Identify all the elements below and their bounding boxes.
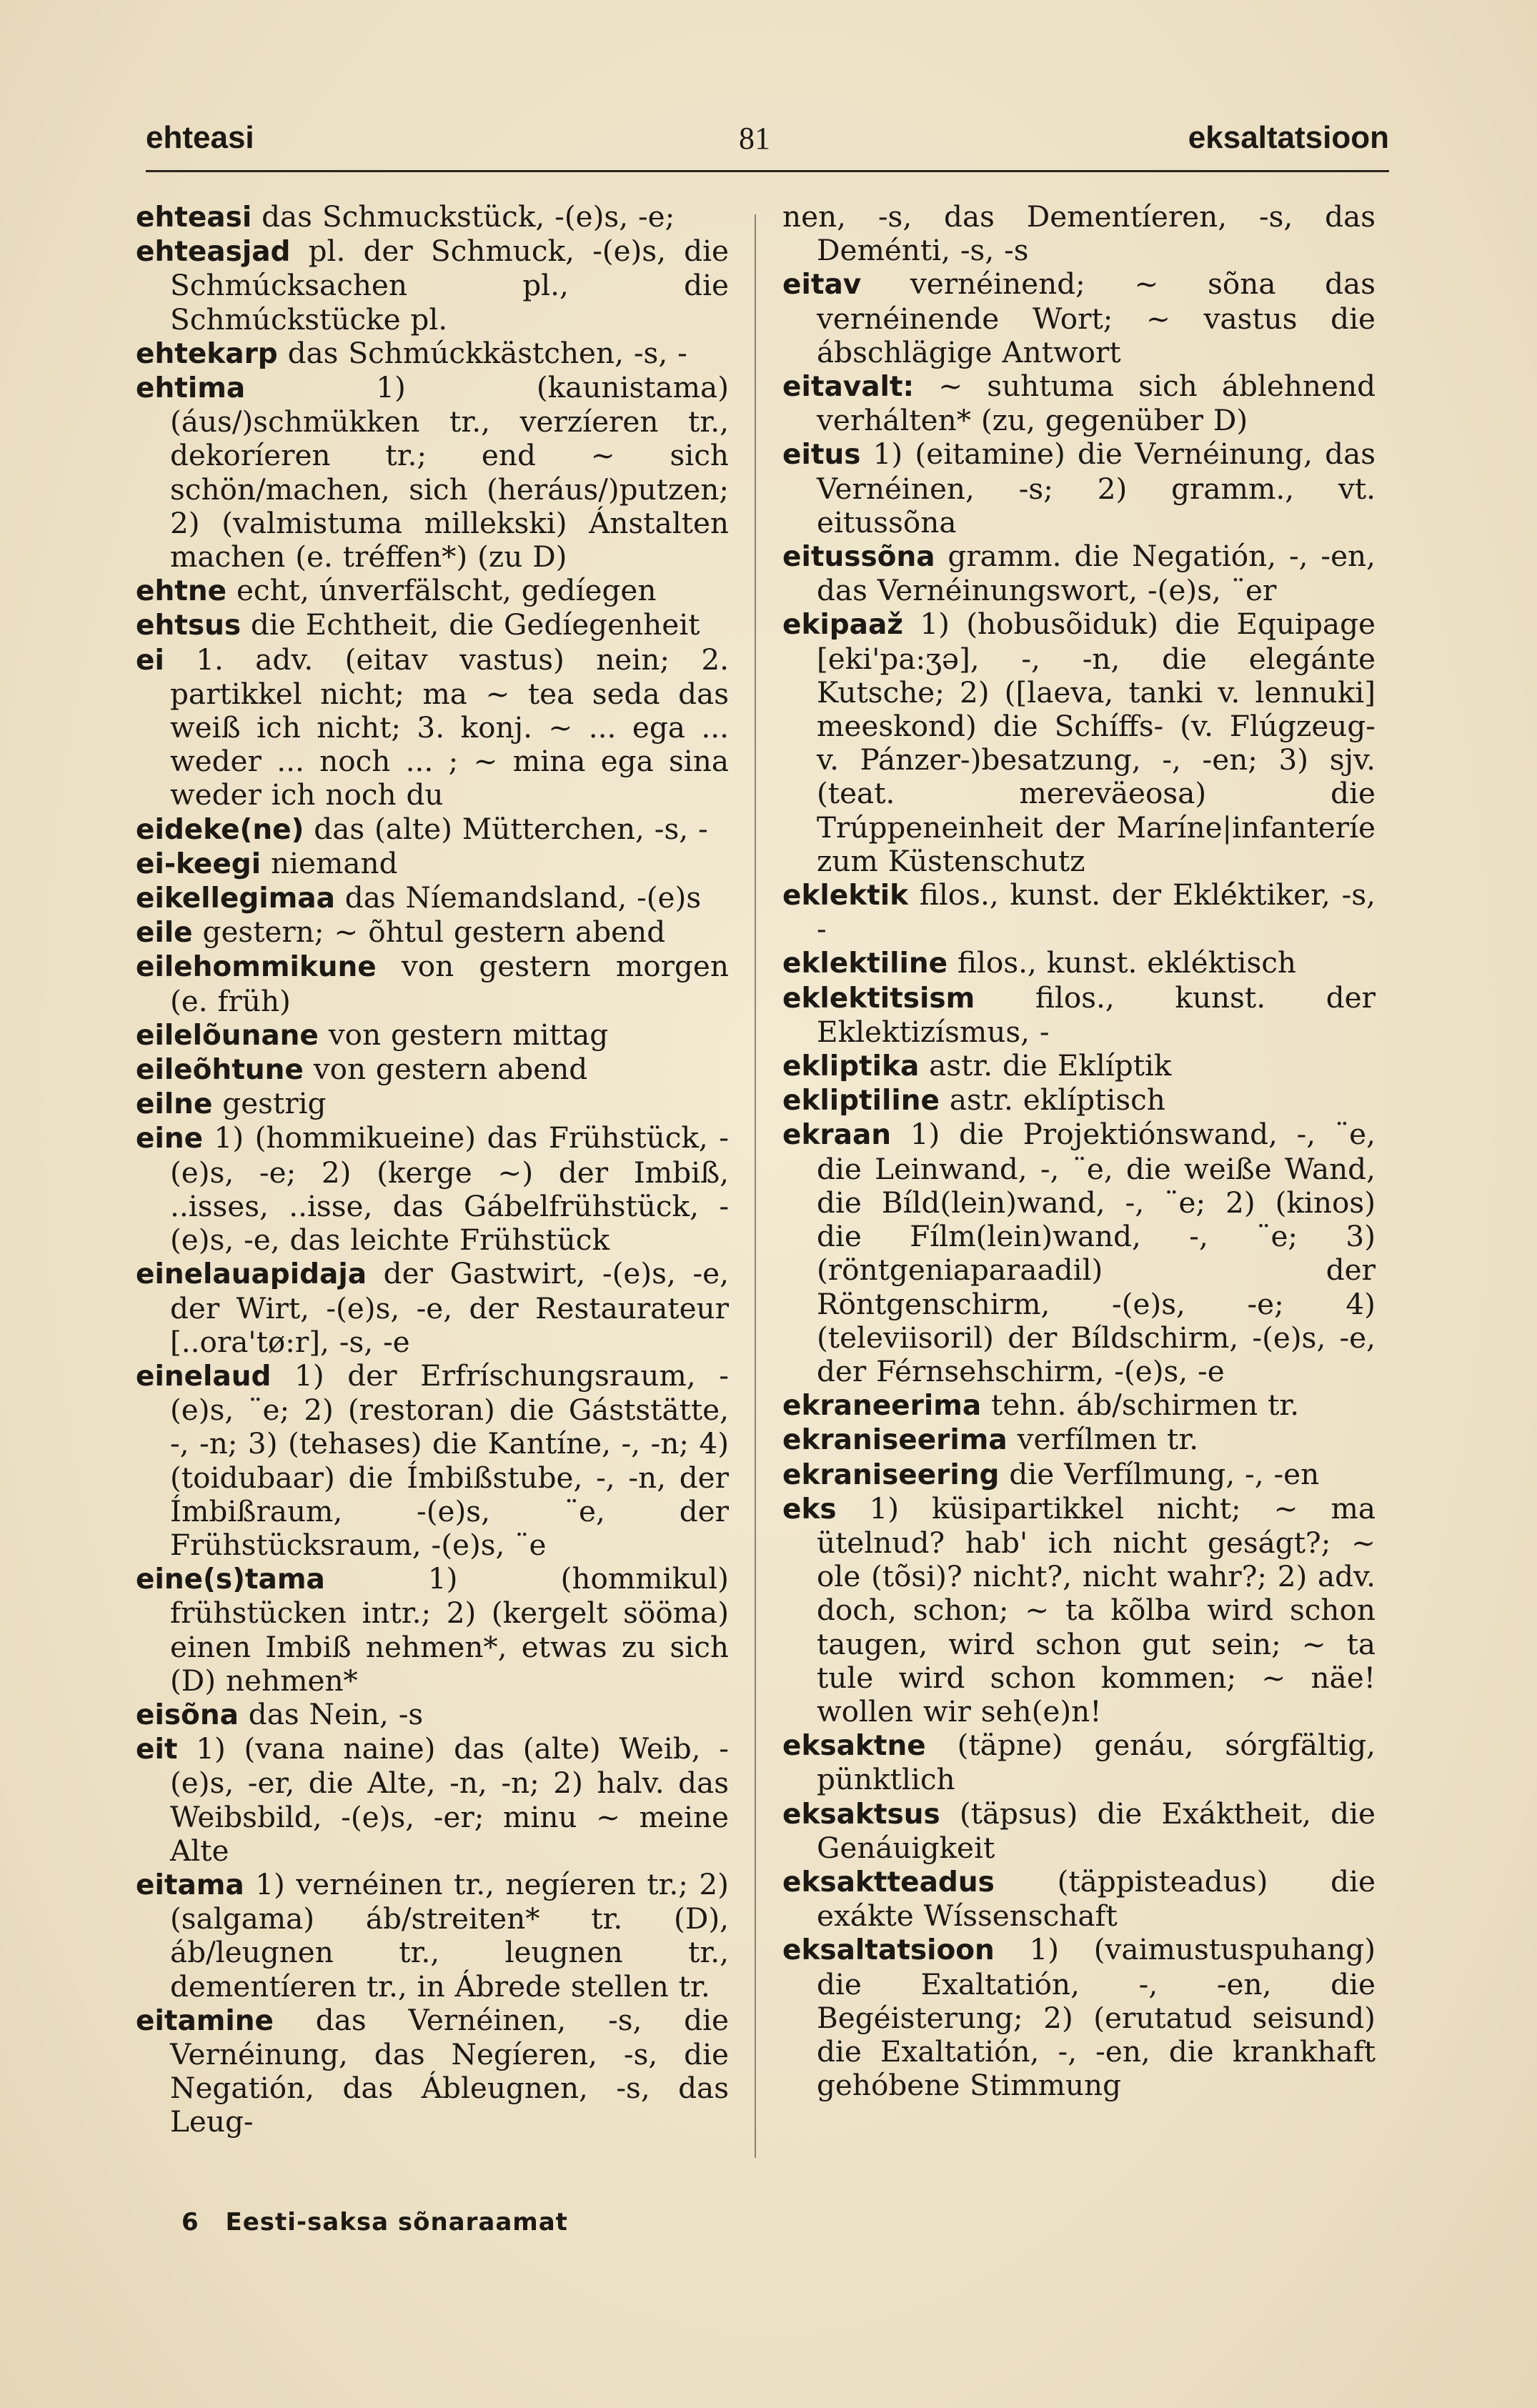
definition: die Echtheit, die Gedíegenheit [241,607,700,642]
headword: einelaud [136,1360,272,1393]
definition: astr. eklíptisch [940,1083,1165,1118]
page-header [146,120,1389,170]
headword: eilne [136,1088,213,1121]
dictionary-entry [782,1118,1376,1388]
dictionary-entry [136,1257,729,1359]
headword: ehtekarp [136,337,278,370]
headword: einelauapidaja [136,1258,367,1291]
definition: 1) (eitamine) die Vernéinung, das Vernéinen, -s; 2) gramm., vt. eitussõna [817,437,1376,539]
headword: eitavalt: [782,371,915,404]
dictionary-entry [782,946,1376,980]
headword: ei-keegi [136,847,262,880]
column-divider [755,214,756,2158]
headword: eisõna [136,1698,239,1731]
dictionary-entry [782,1049,1376,1083]
headword: ei [136,644,164,677]
headword: eideke(ne) [136,813,304,846]
headword: eine [136,1123,204,1155]
definition: (täpsus) die Exáktheit, die Genáuigkeit [817,1796,1376,1865]
definition: der Gastwirt, -(e)s, -e, der Wirt, -(e)s, -e, der Restaurateur [..ora'tø:r], -s, -e [170,1256,729,1359]
headword: ekraan [782,1119,892,1152]
definition: filos., kunst. der Eklé́ktiker, -s, - [817,877,1376,947]
dictionary-entry [136,847,729,881]
headword: ekliptika [782,1050,920,1083]
headword: eksaktsus [782,1798,940,1831]
definition: gramm. die Negatión, -, -en, das Vernéinungswort, -(e)s, ¨er [817,539,1376,608]
dictionary-entry [782,1728,1376,1796]
dictionary-entry [782,1388,1376,1423]
definition: 1) (hommikueine) das Frühstück, -(e)s, -e; 2) (kerge ~) der Imbiß, ..isses, ..isse, das Gábelfrühstück, -(e)s, -e, das leichte Frühstück [170,1120,729,1258]
dictionary-entry [136,1562,729,1698]
dictionary-entry [782,200,1376,267]
definition: 1) (vana naine) das (alte) Weib, -(e)s, -er, die Alte, -n, -n; 2) halv. das Weibsbild, -(e)s, -er; minu ~ meine Alte [170,1731,729,1868]
dictionary-entry [136,643,729,812]
dictionary-entry [136,1018,729,1053]
headword: eksaltatsioon [782,1934,995,1967]
headword: eile [136,917,193,950]
dictionary-entry [782,1933,1376,2102]
definition: filos., kunst. ekléktisch [947,945,1297,980]
headword: eitussõna [782,541,935,574]
definition: nen, -s, das Dementíeren, -s, das Deménti, -s, -s [782,199,1376,268]
dictionary-entry [782,1865,1376,1933]
dictionary-entry [782,878,1376,946]
dictionary-entry [782,267,1376,369]
definition: astr. die Eklíptik [919,1048,1172,1083]
headword: eklektitsism [782,982,975,1015]
dictionary-entry [782,539,1376,607]
dictionary-entry [136,1698,729,1732]
headword: ehtsus [136,610,242,642]
dictionary-entry [136,812,729,847]
definition: die Verfílmung, -, -en [999,1456,1320,1491]
dictionary-entry [136,950,729,1018]
signature-mark: 6 [181,2208,199,2237]
headword: eit [136,1733,178,1766]
definition: 1. adv. (eitav vastus) nein; 2. partikkel nicht; ma ~ tea seda das weiß ich nicht; 3. konj. ~ ... ega ... weder ... noch ... ; ~ mina ega sina weder ich noch du [164,642,729,812]
definition: filos., kunst. der Eklektizísmus, - [817,980,1376,1049]
headword: eksaktteadus [782,1866,995,1899]
dictionary-entry [136,337,729,371]
definition: das Níemandsland, -(e)s [334,880,702,915]
definition: das Schmúckkästchen, -s, - [277,335,687,370]
dictionary-entry [782,369,1376,437]
definition: 1) (hobusõiduk) die Equipage [eki'pa:ʒə], -, -n, die elegánte Kutsche; 2) ([laeva, tanki v. lennuki] meeskond) die Schíffs- (v. Flúgzeug- v. Pánzer-)besatzung, -, -en; 3) sjv. (teat. mereväeosa) die Trúppeneinheit der Maríne|infanteríe zum Küstenschutz [817,607,1376,878]
dictionary-entry [136,1053,729,1087]
headword: eilelõunane [136,1019,319,1052]
definition: echt, únverfälscht, gedíegen [227,573,657,608]
headword: ekraneerima [782,1390,982,1423]
definition: 1) vernéinen tr., negíeren tr.; 2) (salgama) áb/streiten* tr. (D), áb/leugnen tr., leugnen tr., dementíeren tr., in Ábrede stellen tr. [170,1866,729,2004]
book-title: Eesti-saksa sõnaraamat [225,2208,568,2237]
dictionary-entry [136,2004,729,2139]
definition: das Schmuckstück, -(e)s, -e; [252,199,675,234]
headword: ekraniseerima [782,1424,1008,1457]
definition: das Nein, -s [238,1696,424,1731]
definition: verfílmen tr. [1007,1422,1199,1457]
dictionary-entry [136,881,729,915]
headword: eileõhtune [136,1054,304,1087]
headword: ehteasi [136,202,252,234]
definition: gestrig [212,1086,327,1121]
dictionary-entry [136,608,729,642]
definition: pl. der Schmuck, -(e)s, die Schmúcksachen pl., die Schmúckstücke pl. [170,234,729,337]
header-rule [146,170,1389,172]
dictionary-entry [136,200,729,234]
definition: tehn. áb/schirmen tr. [981,1388,1300,1423]
dictionary-entry [782,981,1376,1049]
definition: 1) (hommikul) frühstücken intr.; 2) (kergelt sööma) einen Imbiß nehmen*, etwas zu sich (D) nehmen* [170,1561,729,1698]
definition: von gestern abend [303,1052,588,1087]
definition: ~ suhtuma sich áblehnend verhálten* (zu, gegenüber D) [817,369,1376,438]
definition: niemand [261,845,398,880]
headword: eine(s)tama [136,1563,325,1596]
headword: ehtne [136,575,227,608]
guide-word-left: ehteasi [146,120,254,155]
definition: (täppisteadus) die exákte Wíssenschaft [817,1864,1376,1934]
right-column [782,200,1376,2102]
dictionary-entry [782,1423,1376,1457]
headword: eksaktne [782,1730,926,1763]
definition: 1) der Erfríschungsraum, -(e)s, ¨e; 2) (restoran) die Gáststätte, -, -n; 3) (tehases) die Kantíne, -, -n; 4) (toidubaar) die Ímbißstube, -, -n, der Ímbißraum, -(e)s, ¨e, der Frühstücksraum, -(e)s, ¨e [170,1358,729,1562]
dictionary-entry [136,371,729,574]
definition: 1) küsipartikkel nicht; ~ ma ütelnud? hab' ich nicht geságt?; ~ ole (tõsi)? nicht?, nicht wahr?; 2) adv. doch, schon; ~ ta kõlba wird schon taugen, wird schon gut sein; ~ ta tule wird schon kommen; ~ näe! wollen wir seh(e)n! [817,1491,1376,1728]
headword: eitamine [136,2004,274,2037]
definition: 1) die Projektiónswand, -, ¨e, die Leinwand, -, ¨e, die weiße Wand, die Bíld(lein)wand, -, ¨e; 2) (kinos) die Fílm(lein)wand, -, ¨e; 3) (röntgeniaparaadil) der Röntgenschirm, -(e)s, -e; 4) (televiisoril) der Bíldschirm, -(e)s, -e, der Férnsehschirm, -(e)s, -e [817,1117,1376,1388]
definition: 1) (vaimustuspuhang) die Exaltatión, -, -en, die Begéisterung; 2) (erutatud seisund) die Exaltatión, -, -en, die krankhaft gehóbene Stimmung [817,1932,1376,2103]
dictionary-entry [136,574,729,608]
definition: von gestern mittag [318,1017,609,1052]
definition: das (alte) Mütterchen, -s, - [304,811,708,846]
headword: eikellegimaa [136,882,335,915]
definition: (täpne) genáu, sórgfältig, pünktlich [817,1728,1376,1797]
dictionary-entry [782,607,1376,878]
definition: gestern; ~ õhtul gestern abend [192,915,666,950]
headword: ekraniseering [782,1458,1000,1491]
dictionary-entry [782,437,1376,539]
headword: ehteasjad [136,236,291,269]
definition: 1) (kaunistama) (áus/)schmükken tr., verzíeren tr., dekoríeren tr.; end ~ sich schön/machen, sich (heráus/)putzen; 2) (valmistuma millekski) Ánstalten machen (e. tréffen*) (zu D) [170,370,729,574]
dictionary-entry [782,1458,1376,1492]
definition: vernéinend; ~ sõna das vernéinende Wort; ~ vastus die ábschlägige Antwort [817,267,1376,369]
headword: ehtima [136,372,246,405]
left-column [136,200,729,2139]
dictionary-entry [136,1732,729,1868]
page-footer [181,2208,568,2237]
dictionary-entry [136,1359,729,1562]
dictionary-entry [136,1087,729,1121]
page-number: 81 [739,121,770,156]
dictionary-entry [782,1797,1376,1865]
headword: ekipaaž [782,609,904,642]
headword: eklektiline [782,947,948,980]
headword: eks [782,1493,837,1526]
headword: eitav [782,269,862,302]
guide-word-right: eksaltatsioon [1188,120,1389,155]
headword: ekliptiline [782,1085,940,1118]
definition: das Vernéinen, -s, die Vernéinung, das Negíeren, -s, die Negatión, das Ábleugnen, -s, das Leug- [170,2002,729,2139]
dictionary-entry [782,1083,1376,1118]
headword: eilehommikune [136,951,377,984]
headword: eitus [782,439,861,472]
definition: von gestern morgen (e. früh) [170,949,729,1018]
dictionary-entry [136,1868,729,2004]
dictionary-entry [136,234,729,337]
dictionary-entry [782,1492,1376,1728]
dictionary-entry [136,1121,729,1257]
headword: eitama [136,1869,244,1901]
headword: eklektik [782,880,909,912]
dictionary-entry [136,915,729,950]
